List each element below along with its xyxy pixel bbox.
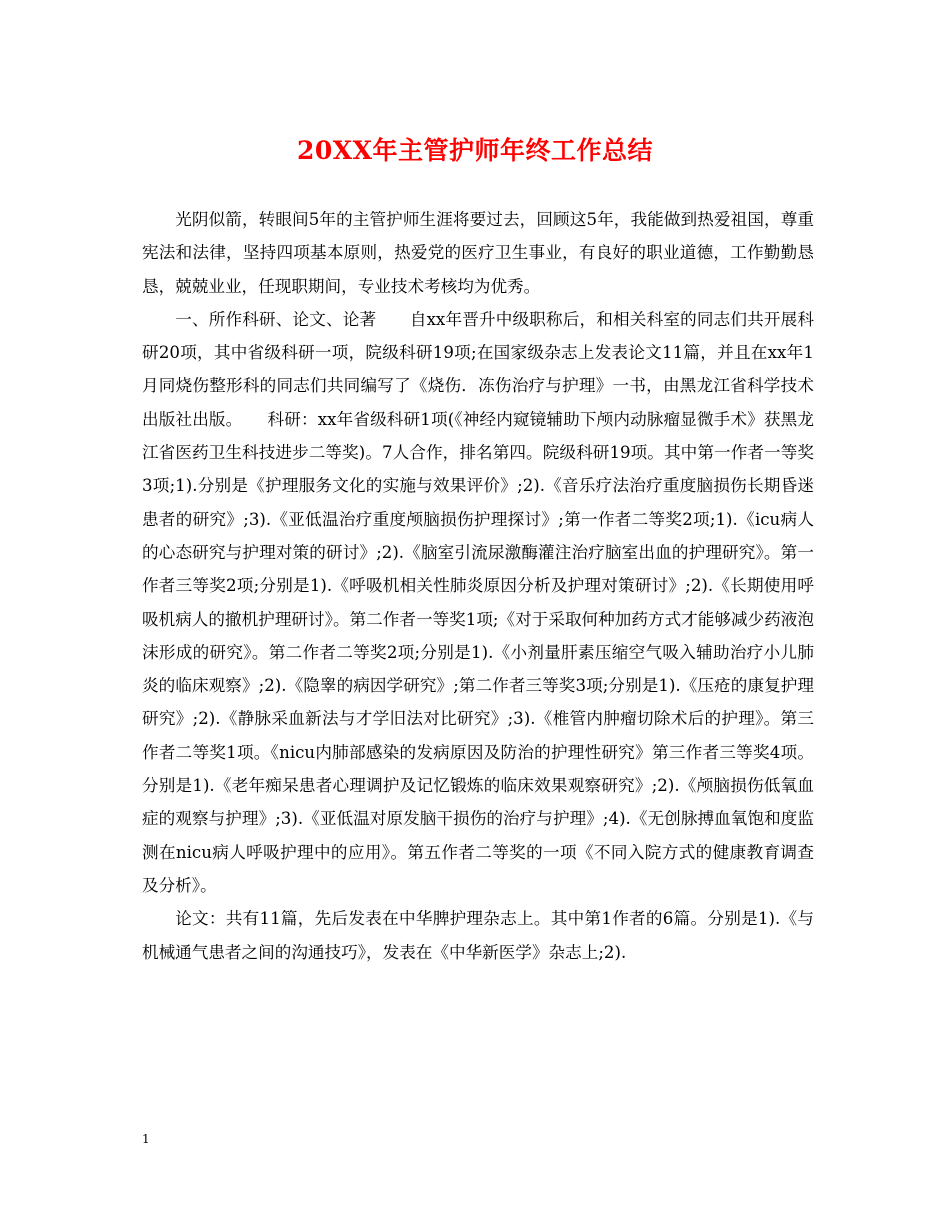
paragraph-intro: 光阴似箭，转眼间5年的主管护师生涯将要过去，回顾这5年，我能做到热爱祖国，尊重宪法和法律，坚持四项基本原则，热爱党的医疗卫生事业，有良好的职业道德，工作勤勤恳恳，兢兢业业，任现职期间，专业技术考核均为优秀。	[142, 210, 814, 296]
document-body	[142, 203, 814, 969]
page-number: 1	[142, 1132, 150, 1146]
document-title: 20XX年主管护师年终工作总结	[296, 136, 654, 165]
paragraph-papers: 论文：共有11篇，先后发表在中华脾护理杂志上。其中第1作者的6篇。分别是1).《与机械通气患者之间的沟通技巧》，发表在《中华新医学》杂志上;2).	[142, 909, 814, 962]
paragraph-research: 一、所作科研、论文、论著 自xx年晋升中级职称后，和相关科室的同志们共开展科研20项，其中省级科研一项，院级科研19项;在国家级杂志上发表论文11篇，并且在xx年1月同烧伤整形科的同志们共同编写了《烧伤．冻伤治疗与护理》一书，由黑龙江省科学技术出版社出版。 科研：xx年省级科研1项(《神经内窥镜辅助下颅内动脉瘤显微手术》获黑龙江省医药卫生科技进步二等奖)。7人合作，排名第四。院级科研19项。其中第一作者一等奖3项;1).分别是《护理服务文化的实施与效果评价》;2).《音乐疗法治疗重度脑损伤长期昏迷患者的研究》;3).《亚低温治疗重度颅脑损伤护理探讨》;第一作者二等奖2项;1).《icu病人的心态研究与护理对策的研讨》;2).《脑室引流尿激酶灌注治疗脑室出血的护理研究》。第一作者三等奖2项;分别是1).《呼吸机相关性肺炎原因分析及护理对策研讨》;2).《长期使用呼吸机病人的撤机护理研讨》。第二作者一等奖1项;《对于采取何种加药方式才能够减少药液泡沫形成的研究》。第二作者二等奖2项;分别是1).《小剂量肝素压缩空气吸入辅助治疗小儿肺炎的临床观察》;2).《隐睾的病因学研究》;第二作者三等奖3项;分别是1).《压疮的康复护理研究》;2).《静脉采血新法与才学旧法对比研究》;3).《椎管内肿瘤切除术后的护理》。第三作者二等奖1项。《nicu内肺部感染的发病原因及防治的护理性研究》第三作者三等奖4项。分别是1).《老年痴呆患者心理调护及记忆锻炼的临床效果观察研究》;2).《颅脑损伤低氧血症的观察与护理》;3).《亚低温对原发脑干损伤的治疗与护理》;4).《无创脉搏血氧饱和度监测在nicu病人呼吸护理中的应用》。第五作者二等奖的一项《不同入院方式的健康教育调查及分析》。	[142, 309, 814, 895]
